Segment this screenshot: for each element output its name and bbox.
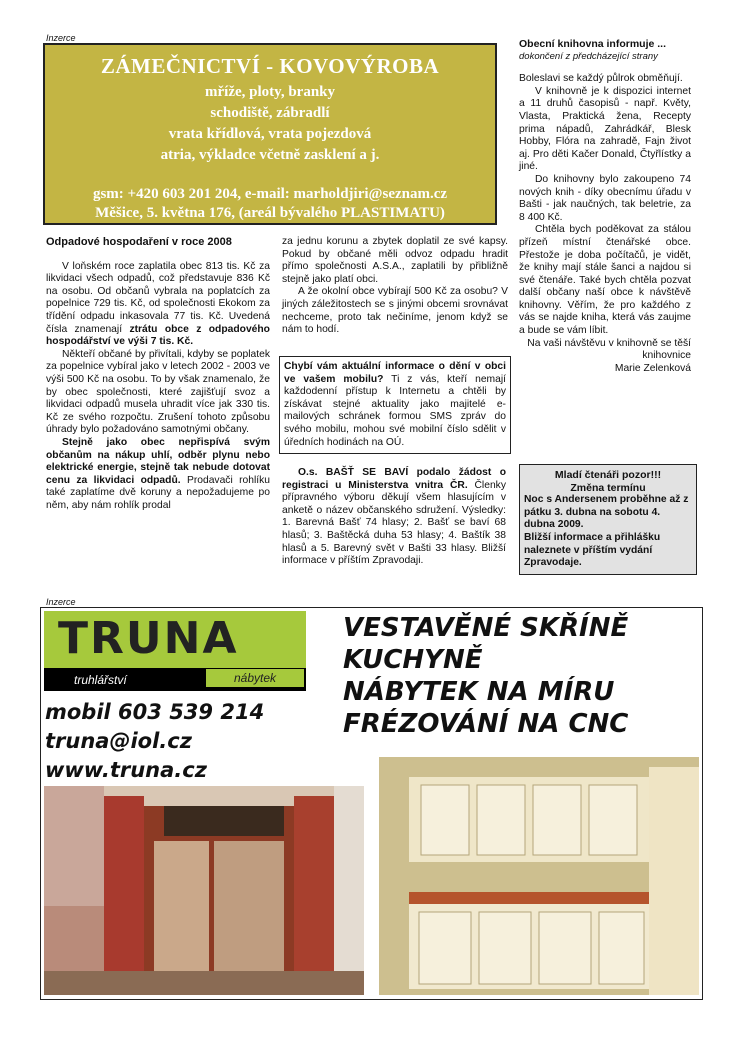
wardrobe-photo [44,786,364,995]
readers-text: Bližší informace a přihlášku naleznete v příštím vydání Zpravodaje. [524,531,661,569]
truna-email: truna@iol.cz [45,729,192,753]
library-paragraph: Chtěla bych poděkovat za stálou přízeň místní čtenářské obce. Přestože je doba počítačů, je vidět, že knihy mají stále šanci a najdou si své čtenáře. Také bych chtěla pozvat další občany naší obce k návštěvě knihovny. Věřím, že pro každého z vás se najde kniha, která vás zaujme a bude se vám líbit. [519,224,691,337]
library-signature: Marie Zelenková [614,362,691,374]
inzerce-label-top: Inzerce [46,33,76,43]
waste-article [46,236,270,512]
mobile-info-box [279,356,511,454]
locksmith-advertisement [43,43,497,225]
library-subheading: dokončení z předcházející strany [519,50,658,62]
inzerce-label-bottom: Inzerce [46,597,76,607]
waste-paragraph: Prodavači rohlíku také zaplatíme dvě koruny a nepožadujeme po něm, aby nám rohlík prodal [46,474,270,511]
bast-se-bavi-article [282,467,506,568]
waste-paragraph: V loňském roce zaplatila obec 813 tis. Kč za likvidaci všech odpadů, což představuje 836 Kč na osobu. Od občanů vybrala na poplatcích za popelnice 729 tis. Kč, od společnosti Ekokom za třídění odpadu inkasovala 77 tis. Kč. Uvedená čísla znamenají [46,260,270,335]
readers-subtitle: Změna termínu [570,481,646,494]
bast-heading: O.s. BAŠŤ SE BAVÍ podalo žádost o registraci u Ministerstva vnitra ČR. [282,467,506,491]
truna-website: www.truna.cz [45,758,207,782]
waste-paragraph: za jednu korunu a zbytek doplatil ze své kapsy. Pokud by občané měli odvoz odpadu hradit přímo společnosti A.S.A., zaplatili by přibližně stejně jako platí obci. [282,236,508,285]
waste-highlight: Stejně jako obec nepřispívá svým občanům na nákup uhlí, odběr plynu nebo elektrické energie, stejně tak nebude dotovat cenu za likvidaci odpadů. [46,436,270,486]
ad-contact-address: Měšice, 5. května 176, (areál bývalého PLASTIMATU) [95,205,445,221]
truna-advertisement [40,607,703,1000]
bast-text: Členky přípravného výboru děkují všem hlasujícím v anketě o název občanského sdružení. Výsledky: 1. Barevná Bašť 74 hlasy; 2. Bašť se baví 68 hlasů; 3. Baštěcká duha 53 hlasy; 4. Baštík 38 hlasů a 5. Barevný svět v Bašti 33 hlasy. Bližší informace v příštím Zpravodaji. [282,479,506,567]
library-heading: Obecní knihovna informuje ... [519,38,667,50]
truna-logo-sub1: truhlářství [74,673,127,687]
truna-logo-sub2: nábytek [206,669,304,687]
truna-logo-text: TRUNA [58,613,239,664]
ad-line: mříže, ploty, branky [205,84,335,100]
library-paragraph: Boleslavi se každý půlrok obměňují. [519,73,683,85]
readers-text: Noc s Andersenem proběhne až z pátku 3. dubna na sobotu 4. dubna 2009. [524,494,689,531]
ad-contact-phone-email: gsm: +420 603 201 204, e-mail: marholdjiri@seznam.cz [92,186,448,202]
truna-headline: VESTAVĚNÉ SKŘÍNĚ [343,613,629,643]
truna-headline: FRÉZOVÁNÍ NA CNC [343,709,629,739]
library-closing: Na vaši návštěvu v knihovně se těší knihovnice [527,337,691,362]
library-article [519,38,691,375]
ad-title: ZÁMEČNICTVÍ - KOVOVÝROBA [100,54,440,78]
truna-headline: KUCHYNĚ [343,645,483,675]
young-readers-box [519,464,697,575]
library-paragraph: V knihovně je k dispozici internet a 11 druhů časopisů - např. Květy, Vlasta, Praktická žena, Recepty prima nápadů, Zahrádkář, Blesk Hobby, Flóra na zahradě, Fajn život aj. Pro děti Kačer Donald, Čtyřlístky a jiné. [519,85,691,173]
readers-title: Mladí čtenáři pozor!!! [554,469,662,481]
mobile-info-text: Ti z vás, kteří nemají každodenní přístup k Internetu a chtěli by získávat stejné aktuality jako majitelé e-mailových schránek formou SMS zpráv do svého mobilu, mohou své mobilní číslo sdělit v úředních hodinách na OÚ. [284,373,506,448]
kitchen-photo [379,757,699,995]
ad-line: schodiště, zábradlí [210,105,330,121]
waste-article-continued [282,236,508,337]
waste-heading: Odpadové hospodaření v roce 2008 [46,236,232,248]
mobile-info-question: Chybí vám aktuální informace o dění v obci ve vašem mobilu? [284,361,506,385]
truna-logo [44,611,306,691]
waste-paragraph: Někteří občané by přivítali, kdyby se poplatek za popelnice vybíral jako v letech 2002 - 2003 ve výši 500 Kč na osobu. To by však znamenalo, že by obec společnosti, které zajišťují svoz a likvidaci odpadů musela uhradit více jak 330 tis. Kč ze svého rozpočtu. Zrušení tohoto způsobu úhrady bylo požadováno samotnými občany. [46,348,270,436]
ad-line: atria, výkladce včetně zasklení a j. [160,147,380,163]
ad-line: vrata křídlová, vrata pojezdová [168,126,372,142]
library-paragraph: Do knihovny bylo zakoupeno 74 nových knih - díky obecnímu úřadu v Bašti - jak naučných, tak beletrie, za 8 400 Kč. [519,173,691,223]
truna-headline: NÁBYTEK NA MÍRU [343,677,615,707]
waste-paragraph: A že okolní obce vybírají 500 Kč za osobu? V jiných záležitostech se s jinými obcemi srovnávat nechceme, proto tak nečiníme, jenom když se nám to hodí. [282,286,508,336]
truna-phone: mobil 603 539 214 [45,700,265,724]
waste-highlight: ztrátu obce z odpadového hospodářství ve výši 7 tis. Kč. [46,323,270,348]
